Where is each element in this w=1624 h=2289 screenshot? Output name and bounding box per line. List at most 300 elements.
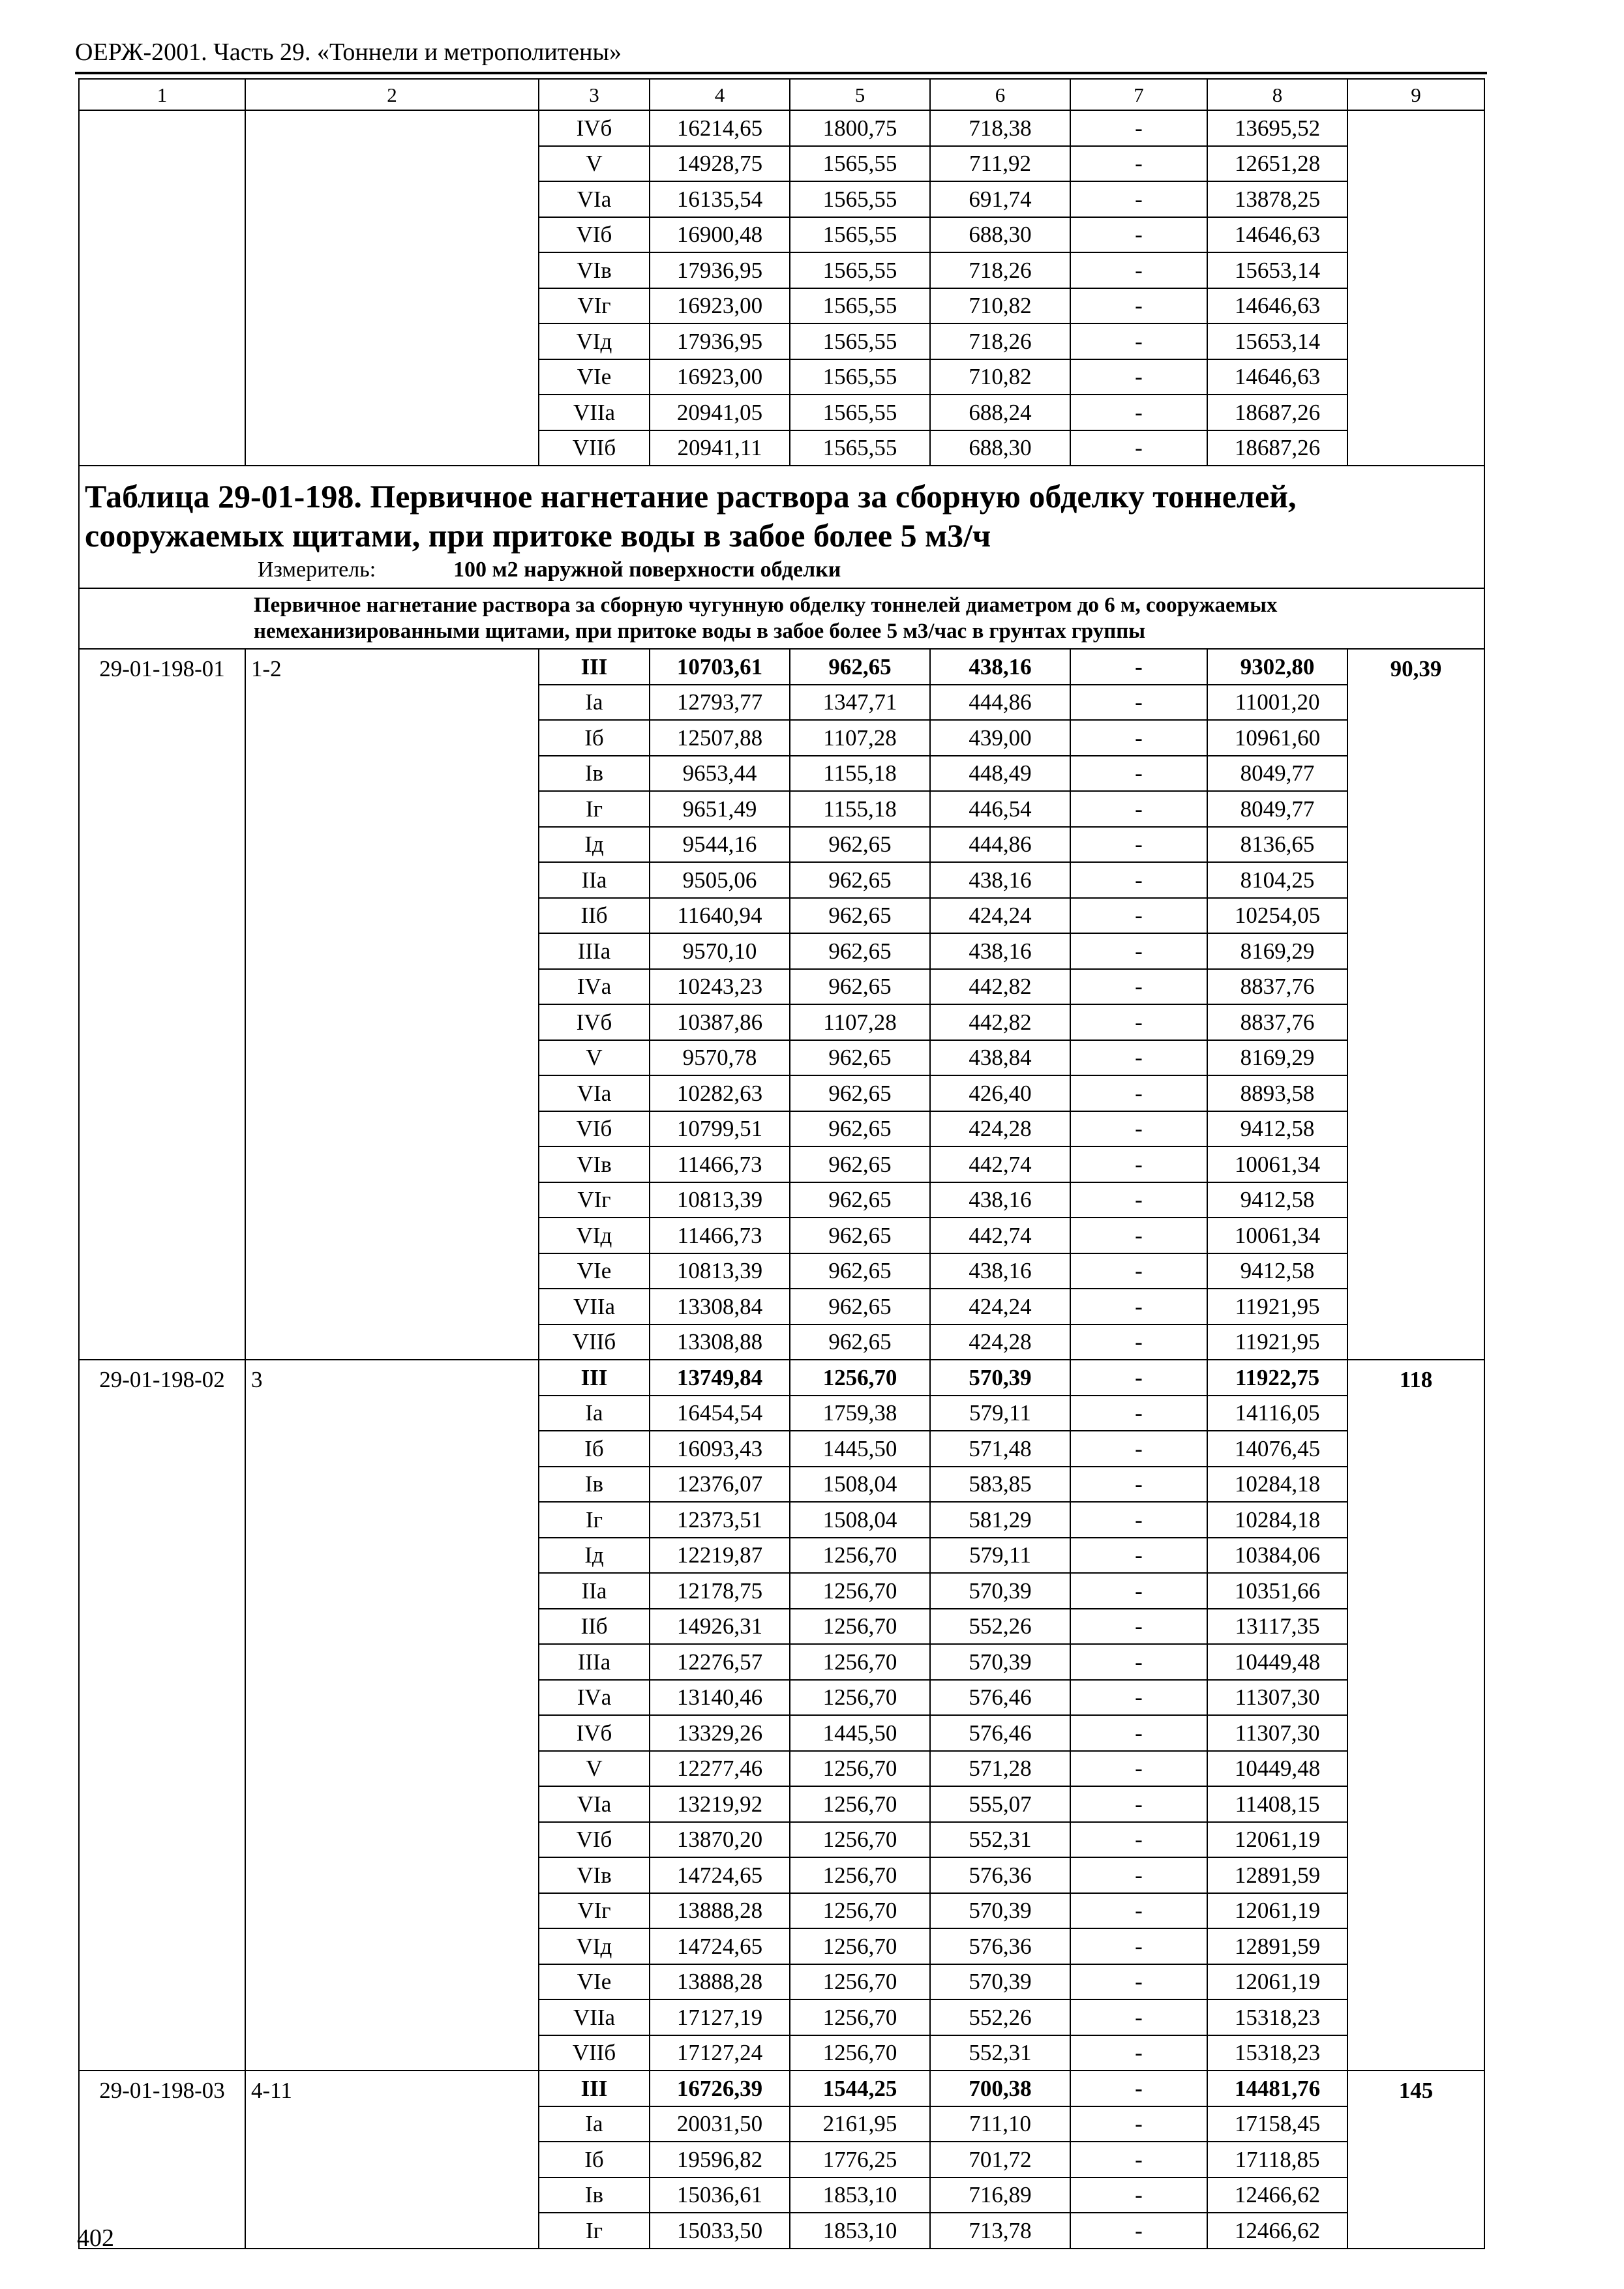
value-cell: VIIб [539, 1324, 650, 1360]
code-cell: 29-01-198-02 [79, 1360, 245, 2071]
value-cell: 20941,05 [650, 395, 790, 430]
value-cell: Iв [539, 2177, 650, 2213]
value-cell: 14481,76 [1207, 2071, 1347, 2106]
value-cell: IIа [539, 862, 650, 898]
value-cell: - [1070, 1111, 1207, 1147]
value-cell: 581,29 [930, 1502, 1070, 1538]
value-cell: VIг [539, 288, 650, 324]
value-cell: 10449,48 [1207, 1751, 1347, 1787]
value-cell: 1256,70 [790, 1999, 930, 2035]
value-cell: 576,36 [930, 1857, 1070, 1893]
value-cell: 9544,16 [650, 827, 790, 863]
value-cell: - [1070, 110, 1207, 146]
rates-table [78, 78, 1485, 2249]
table-title: Таблица 29-01-198. Первичное нагнетание раствора за сборную обделку тоннелей, сооружаемых щитами, при притоке воды в забое более 5 м3/ч [85, 478, 1297, 554]
value-cell: 962,65 [790, 1075, 930, 1111]
value-cell: VIе [539, 359, 650, 395]
value-cell: 1800,75 [790, 110, 930, 146]
value-cell: 10061,34 [1207, 1146, 1347, 1182]
value-cell: 10813,39 [650, 1253, 790, 1289]
value-cell: - [1070, 827, 1207, 863]
value-cell: 1776,25 [790, 2142, 930, 2177]
value-cell: 14116,05 [1207, 1396, 1347, 1431]
value-cell: - [1070, 1573, 1207, 1609]
value-cell: 713,78 [930, 2213, 1070, 2249]
value-cell: 12651,28 [1207, 146, 1347, 182]
value-cell: 8104,25 [1207, 862, 1347, 898]
value-cell: 1155,18 [790, 791, 930, 827]
value-cell: 13749,84 [650, 1360, 790, 1396]
value-cell: 438,16 [930, 862, 1070, 898]
value-cell: - [1070, 181, 1207, 217]
value-cell: 962,65 [790, 898, 930, 934]
subheading: Первичное нагнетание раствора за сборную чугунную обделку тоннелей диаметром до 6 м, сооружаемых немеханизированными щитами, при притоке воды в забое более 5 м3/час в грунтах группы [254, 593, 1278, 643]
value-cell: - [1070, 1396, 1207, 1431]
table-body [79, 79, 1484, 2249]
value-cell: 962,65 [790, 649, 930, 685]
value-cell: Iа [539, 1396, 650, 1431]
column-number-row [79, 79, 1484, 110]
value-cell: 16900,48 [650, 217, 790, 253]
value-cell: 16923,00 [650, 288, 790, 324]
value-cell: 13888,28 [650, 1893, 790, 1929]
value-cell: 424,24 [930, 1289, 1070, 1324]
running-header: ОЕРЖ-2001. Часть 29. «Тоннели и метрополитены» [75, 38, 622, 66]
value-cell: 11466,73 [650, 1218, 790, 1253]
value-cell: 10961,60 [1207, 720, 1347, 756]
value-cell: VIв [539, 252, 650, 288]
value-cell: VIг [539, 1893, 650, 1929]
value-cell: 12276,57 [650, 1644, 790, 1680]
value-cell: 13888,28 [650, 1964, 790, 2000]
value-cell: 8049,77 [1207, 756, 1347, 792]
value-cell: 10254,05 [1207, 898, 1347, 934]
value-cell: 710,82 [930, 288, 1070, 324]
column-number-cell: 9 [1347, 79, 1484, 110]
value-cell: - [1070, 1644, 1207, 1680]
value-cell: 15318,23 [1207, 2035, 1347, 2071]
norm-cell: 145 [1347, 2071, 1484, 2249]
column-number-cell: 2 [245, 79, 539, 110]
value-cell: 1256,70 [790, 1573, 930, 1609]
value-cell: - [1070, 1360, 1207, 1396]
value-cell: 570,39 [930, 1573, 1070, 1609]
value-cell: 20941,11 [650, 430, 790, 466]
value-cell: 579,11 [930, 1396, 1070, 1431]
value-cell: 1256,70 [790, 1857, 930, 1893]
value-cell: - [1070, 430, 1207, 466]
value-cell: 20031,50 [650, 2106, 790, 2142]
value-cell: 13117,35 [1207, 1609, 1347, 1645]
value-cell: Iг [539, 791, 650, 827]
value-cell: 962,65 [790, 1289, 930, 1324]
value-cell: IIIа [539, 933, 650, 969]
value-cell: V [539, 1040, 650, 1076]
value-cell: 19596,82 [650, 2142, 790, 2177]
value-cell: 1256,70 [790, 1644, 930, 1680]
value-cell: Iб [539, 1431, 650, 1467]
value-cell: 17936,95 [650, 323, 790, 359]
value-cell: - [1070, 2035, 1207, 2071]
value-cell: 576,46 [930, 1680, 1070, 1716]
value-cell: 1565,55 [790, 430, 930, 466]
value-cell: 12891,59 [1207, 1857, 1347, 1893]
value-cell: 2161,95 [790, 2106, 930, 2142]
value-cell: 13870,20 [650, 1822, 790, 1858]
value-cell: 448,49 [930, 756, 1070, 792]
value-cell: 8893,58 [1207, 1075, 1347, 1111]
value-cell: - [1070, 1680, 1207, 1716]
code-cell [79, 110, 245, 466]
value-cell: VIIа [539, 1999, 650, 2035]
value-cell: - [1070, 1324, 1207, 1360]
value-cell: 424,24 [930, 898, 1070, 934]
value-cell: 10449,48 [1207, 1644, 1347, 1680]
value-cell: 15653,14 [1207, 323, 1347, 359]
meter-value: 100 м2 наружной поверхности обделки [453, 558, 841, 582]
value-cell: 12466,62 [1207, 2177, 1347, 2213]
value-cell: 11921,95 [1207, 1324, 1347, 1360]
value-cell: VIг [539, 1182, 650, 1218]
soil-group-cell [245, 110, 539, 466]
value-cell: 962,65 [790, 827, 930, 863]
value-cell: 688,30 [930, 430, 1070, 466]
value-cell: 12061,19 [1207, 1893, 1347, 1929]
value-cell: 1256,70 [790, 1964, 930, 2000]
value-cell: 1565,55 [790, 217, 930, 253]
value-cell: 9412,58 [1207, 1253, 1347, 1289]
value-cell: 1256,70 [790, 1609, 930, 1645]
value-cell: IIб [539, 1609, 650, 1645]
value-cell: 12507,88 [650, 720, 790, 756]
value-cell: 16923,00 [650, 359, 790, 395]
value-cell: 1508,04 [790, 1467, 930, 1503]
value-cell: 1565,55 [790, 146, 930, 182]
value-cell: - [1070, 252, 1207, 288]
value-cell: 962,65 [790, 1253, 930, 1289]
value-cell: IVб [539, 1004, 650, 1040]
value-cell: Iа [539, 685, 650, 721]
column-number-cell: 5 [790, 79, 930, 110]
value-cell: 13140,46 [650, 1680, 790, 1716]
value-cell: 1256,70 [790, 1822, 930, 1858]
value-cell: 17127,19 [650, 1999, 790, 2035]
value-cell: - [1070, 2213, 1207, 2249]
value-cell: 700,38 [930, 2071, 1070, 2106]
value-cell: 12466,62 [1207, 2213, 1347, 2249]
value-cell: 16454,54 [650, 1396, 790, 1431]
value-cell: III [539, 649, 650, 685]
value-cell: 12793,77 [650, 685, 790, 721]
value-cell: 1256,70 [790, 1680, 930, 1716]
value-cell: 13329,26 [650, 1715, 790, 1751]
value-cell: 555,07 [930, 1786, 1070, 1822]
value-cell: 1565,55 [790, 181, 930, 217]
value-cell: 444,86 [930, 685, 1070, 721]
value-cell: 11307,30 [1207, 1680, 1347, 1716]
value-cell: IVб [539, 1715, 650, 1751]
value-cell: Iг [539, 2213, 650, 2249]
value-cell: 9505,06 [650, 862, 790, 898]
value-cell: VIб [539, 217, 650, 253]
value-cell: 11466,73 [650, 1146, 790, 1182]
column-number-cell: 1 [79, 79, 245, 110]
value-cell: V [539, 146, 650, 182]
subheading-row [79, 588, 1484, 649]
value-cell: 14646,63 [1207, 359, 1347, 395]
value-cell: - [1070, 1715, 1207, 1751]
value-cell: 16726,39 [650, 2071, 790, 2106]
value-cell: - [1070, 1289, 1207, 1324]
value-cell: 12219,87 [650, 1538, 790, 1574]
value-cell: 438,84 [930, 1040, 1070, 1076]
value-cell: 1565,55 [790, 395, 930, 430]
column-number-cell: 6 [930, 79, 1070, 110]
value-cell: 1853,10 [790, 2213, 930, 2249]
value-cell: 701,72 [930, 2142, 1070, 2177]
value-cell: VIв [539, 1146, 650, 1182]
value-cell: 12891,59 [1207, 1928, 1347, 1964]
value-cell: VIе [539, 1964, 650, 2000]
value-cell: - [1070, 649, 1207, 685]
value-cell: 8136,65 [1207, 827, 1347, 863]
value-cell: - [1070, 1004, 1207, 1040]
value-cell: III [539, 2071, 650, 2106]
value-cell: 718,26 [930, 252, 1070, 288]
value-cell: - [1070, 2071, 1207, 2106]
value-cell: VIа [539, 1075, 650, 1111]
subheading-cell [79, 588, 1484, 649]
value-cell: 710,82 [930, 359, 1070, 395]
value-cell: 10284,18 [1207, 1502, 1347, 1538]
value-cell: IVа [539, 969, 650, 1005]
value-cell: 691,74 [930, 181, 1070, 217]
value-cell: VIд [539, 323, 650, 359]
value-cell: - [1070, 359, 1207, 395]
value-cell: - [1070, 146, 1207, 182]
value-cell: 15036,61 [650, 2177, 790, 2213]
value-cell: IVа [539, 1680, 650, 1716]
value-cell: 13219,92 [650, 1786, 790, 1822]
value-cell: 11922,75 [1207, 1360, 1347, 1396]
value-cell: 570,39 [930, 1893, 1070, 1929]
value-cell: 571,48 [930, 1431, 1070, 1467]
value-cell: 688,24 [930, 395, 1070, 430]
value-cell: 9570,78 [650, 1040, 790, 1076]
value-cell: 12178,75 [650, 1573, 790, 1609]
value-cell: 1256,70 [790, 1538, 930, 1574]
value-cell: 11001,20 [1207, 685, 1347, 721]
value-cell: - [1070, 1146, 1207, 1182]
value-cell: 14928,75 [650, 146, 790, 182]
value-cell: 552,26 [930, 1609, 1070, 1645]
value-cell: - [1070, 1857, 1207, 1893]
value-cell: 11307,30 [1207, 1715, 1347, 1751]
value-cell: 439,00 [930, 720, 1070, 756]
value-cell: VIд [539, 1218, 650, 1253]
value-cell: 446,54 [930, 791, 1070, 827]
value-cell: 442,74 [930, 1218, 1070, 1253]
value-cell: 16135,54 [650, 181, 790, 217]
value-cell: - [1070, 1928, 1207, 1964]
value-cell: - [1070, 1751, 1207, 1787]
value-cell: Iв [539, 756, 650, 792]
value-cell: 1256,70 [790, 1928, 930, 1964]
value-cell: 444,86 [930, 827, 1070, 863]
value-cell: 1565,55 [790, 252, 930, 288]
header-rule [75, 72, 1487, 74]
value-cell: 426,40 [930, 1075, 1070, 1111]
value-cell: - [1070, 791, 1207, 827]
value-cell: 1256,70 [790, 1751, 930, 1787]
value-cell: VIд [539, 1928, 650, 1964]
value-cell: 13308,88 [650, 1324, 790, 1360]
value-cell: 962,65 [790, 1111, 930, 1147]
value-cell: - [1070, 1964, 1207, 2000]
value-cell: - [1070, 1609, 1207, 1645]
value-cell: 11921,95 [1207, 1289, 1347, 1324]
value-cell: - [1070, 862, 1207, 898]
value-cell: 1565,55 [790, 288, 930, 324]
value-cell: - [1070, 756, 1207, 792]
value-cell: 576,46 [930, 1715, 1070, 1751]
value-cell: - [1070, 685, 1207, 721]
value-cell: 570,39 [930, 1964, 1070, 2000]
value-cell: 13878,25 [1207, 181, 1347, 217]
value-cell: 962,65 [790, 1218, 930, 1253]
value-cell: 17158,45 [1207, 2106, 1347, 2142]
value-cell: 1256,70 [790, 1360, 930, 1396]
value-cell: 13695,52 [1207, 110, 1347, 146]
value-cell: 8837,76 [1207, 1004, 1347, 1040]
value-cell: 12061,19 [1207, 1822, 1347, 1858]
value-cell: - [1070, 323, 1207, 359]
value-cell: 9412,58 [1207, 1111, 1347, 1147]
table-title-row [79, 466, 1484, 588]
value-cell: 1445,50 [790, 1715, 930, 1751]
value-cell: 1853,10 [790, 2177, 930, 2213]
code-cell: 29-01-198-01 [79, 649, 245, 1360]
value-cell: VIа [539, 1786, 650, 1822]
value-cell: V [539, 1751, 650, 1787]
value-cell: Iб [539, 720, 650, 756]
value-cell: 571,28 [930, 1751, 1070, 1787]
value-cell: 583,85 [930, 1467, 1070, 1503]
norm-cell: 118 [1347, 1360, 1484, 2071]
value-cell: 438,16 [930, 933, 1070, 969]
value-cell: 718,38 [930, 110, 1070, 146]
value-cell: 8169,29 [1207, 1040, 1347, 1076]
code-cell: 29-01-198-03 [79, 2071, 245, 2249]
value-cell: Iв [539, 1467, 650, 1503]
value-cell: IIб [539, 898, 650, 934]
value-cell: - [1070, 217, 1207, 253]
value-cell: 1107,28 [790, 1004, 930, 1040]
value-cell: 716,89 [930, 2177, 1070, 2213]
value-cell: VIе [539, 1253, 650, 1289]
value-cell: VIб [539, 1822, 650, 1858]
value-cell: 1508,04 [790, 1502, 930, 1538]
value-cell: 711,10 [930, 2106, 1070, 2142]
value-cell: 14646,63 [1207, 288, 1347, 324]
value-cell: 1107,28 [790, 720, 930, 756]
value-cell: - [1070, 898, 1207, 934]
value-cell: 10384,06 [1207, 1538, 1347, 1574]
value-cell: 438,16 [930, 649, 1070, 685]
value-cell: 10243,23 [650, 969, 790, 1005]
value-cell: 1544,25 [790, 2071, 930, 2106]
value-cell: 13308,84 [650, 1289, 790, 1324]
value-cell: 1155,18 [790, 756, 930, 792]
column-number-cell: 7 [1070, 79, 1207, 110]
value-cell: 552,31 [930, 2035, 1070, 2071]
table-row [79, 2071, 1484, 2106]
value-cell: 424,28 [930, 1111, 1070, 1147]
value-cell: VIв [539, 1857, 650, 1893]
value-cell: 9570,10 [650, 933, 790, 969]
value-cell: 718,26 [930, 323, 1070, 359]
value-cell: VIIа [539, 1289, 650, 1324]
value-cell: - [1070, 1253, 1207, 1289]
value-cell: 962,65 [790, 1324, 930, 1360]
table-row [79, 1360, 1484, 1396]
value-cell: 14724,65 [650, 1857, 790, 1893]
table-row [79, 110, 1484, 146]
value-cell: 10061,34 [1207, 1218, 1347, 1253]
value-cell: 442,82 [930, 1004, 1070, 1040]
norm-cell [1347, 110, 1484, 466]
value-cell: 17127,24 [650, 2035, 790, 2071]
value-cell: 15033,50 [650, 2213, 790, 2249]
value-cell: - [1070, 1040, 1207, 1076]
value-cell: IIа [539, 1573, 650, 1609]
value-cell: 442,82 [930, 969, 1070, 1005]
value-cell: 8169,29 [1207, 933, 1347, 969]
value-cell: Iг [539, 1502, 650, 1538]
value-cell: 10284,18 [1207, 1467, 1347, 1503]
value-cell: 14076,45 [1207, 1431, 1347, 1467]
value-cell: 10703,61 [650, 649, 790, 685]
value-cell: 1759,38 [790, 1396, 930, 1431]
value-cell: VIа [539, 181, 650, 217]
value-cell: 17118,85 [1207, 2142, 1347, 2177]
value-cell: - [1070, 1075, 1207, 1111]
table-row [79, 649, 1484, 685]
value-cell: 18687,26 [1207, 430, 1347, 466]
value-cell: 14646,63 [1207, 217, 1347, 253]
page-number: 402 [77, 2224, 114, 2252]
value-cell: 16214,65 [650, 110, 790, 146]
value-cell: 12376,07 [650, 1467, 790, 1503]
value-cell: - [1070, 720, 1207, 756]
value-cell: 1256,70 [790, 1893, 930, 1929]
value-cell: VIIб [539, 2035, 650, 2071]
value-cell: - [1070, 1502, 1207, 1538]
value-cell: - [1070, 1999, 1207, 2035]
value-cell: - [1070, 395, 1207, 430]
value-cell: - [1070, 2142, 1207, 2177]
value-cell: 1256,70 [790, 1786, 930, 1822]
value-cell: 14724,65 [650, 1928, 790, 1964]
soil-group-cell: 1-2 [245, 649, 539, 1360]
value-cell: - [1070, 1893, 1207, 1929]
value-cell: 424,28 [930, 1324, 1070, 1360]
value-cell: 18687,26 [1207, 395, 1347, 430]
value-cell: 438,16 [930, 1253, 1070, 1289]
column-number-cell: 3 [539, 79, 650, 110]
value-cell: 14926,31 [650, 1609, 790, 1645]
value-cell: IVб [539, 110, 650, 146]
